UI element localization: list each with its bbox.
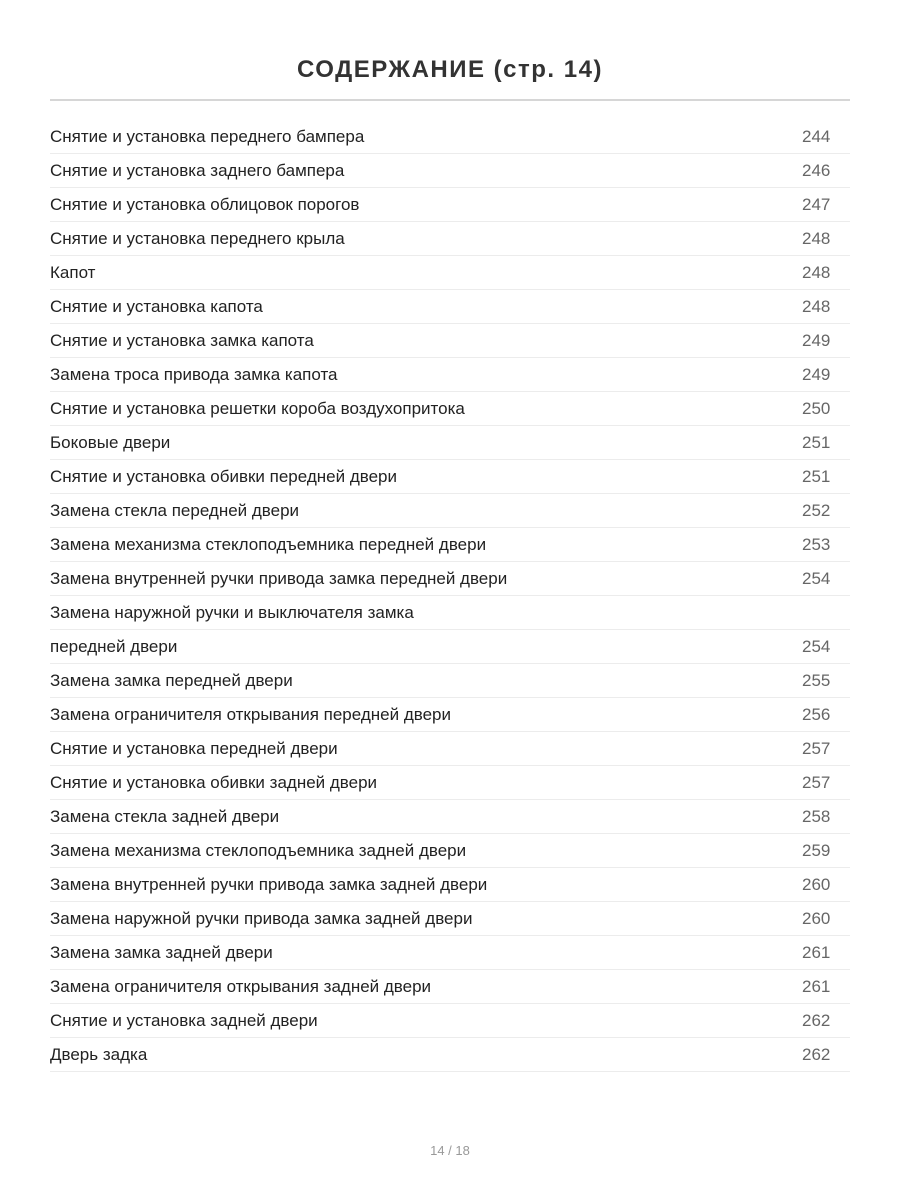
toc-entry-title: Боковые двери (50, 433, 171, 452)
toc-entry[interactable] (50, 766, 850, 800)
toc-entry-title: Замена троса привода замка капота (50, 365, 338, 384)
toc-entry-page-number: 249 (802, 331, 831, 350)
toc-entry-page-number: 257 (802, 773, 831, 792)
toc-entry-page-number: 251 (802, 467, 831, 486)
toc-entry-title: Снятие и установка переднего бампера (50, 127, 365, 146)
toc-entry-page-number: 257 (802, 739, 831, 758)
toc-entry-page-number: 259 (802, 841, 831, 860)
toc-entry-page-number: 258 (802, 807, 831, 826)
toc-entry-page-number: 246 (802, 161, 831, 180)
toc-entry[interactable] (50, 358, 850, 392)
title-divider (50, 99, 850, 101)
toc-entry-title: Замена ограничителя открывания задней двери (50, 977, 432, 996)
toc-entry-page-number: 262 (802, 1045, 831, 1064)
toc-entry-title: Замена механизма стеклоподъемника задней двери (50, 841, 467, 860)
toc-entry-title: Снятие и установка задней двери (50, 1011, 318, 1030)
toc-entry[interactable] (50, 120, 850, 154)
toc-entry[interactable] (50, 800, 850, 834)
toc-entry-title: Капот (50, 263, 96, 282)
toc-entry-title: Замена внутренней ручки привода замка задней двери (50, 875, 488, 894)
toc-entry[interactable] (50, 868, 850, 902)
toc-entry-page-number: 248 (802, 297, 831, 316)
toc-entry[interactable] (50, 698, 850, 732)
toc-entry[interactable] (50, 188, 850, 222)
toc-entry-title: Снятие и установка переднего крыла (50, 229, 345, 248)
toc-entry-page-number: 254 (802, 637, 831, 656)
toc-entry[interactable] (50, 834, 850, 868)
toc-entry[interactable] (50, 154, 850, 188)
toc-entry-title: Замена замка передней двери (50, 671, 293, 690)
toc-entry-title: Снятие и установка капота (50, 297, 263, 316)
toc-entry[interactable] (50, 324, 850, 358)
toc-entry-page-number: 251 (802, 433, 831, 452)
toc-entry-title: Замена стекла задней двери (50, 807, 280, 826)
toc-entry[interactable] (50, 290, 850, 324)
toc-entry[interactable] (50, 936, 850, 970)
toc-entry-page-number: 244 (802, 127, 831, 146)
toc-entry-page-number: 249 (802, 365, 831, 384)
toc-entry-title: Снятие и установка обивки передней двери (50, 467, 397, 486)
toc-entry-page-number: 261 (802, 977, 831, 996)
toc-entry-title: Замена наружной ручки привода замка задней двери (50, 909, 473, 928)
toc-entry-page-number: 254 (802, 569, 831, 588)
toc-entry-title: передней двери (50, 637, 178, 656)
toc-entry-page-number: 252 (802, 501, 831, 520)
page-title: СОДЕРЖАНИЕ (стр. 14) (297, 56, 603, 84)
toc-entry[interactable] (50, 596, 850, 630)
toc-entry[interactable] (50, 222, 850, 256)
toc-entry-page-number: 250 (802, 399, 831, 418)
toc-entry-page-number: 262 (802, 1011, 831, 1030)
toc-entry[interactable] (50, 528, 850, 562)
toc-entry[interactable] (50, 1038, 850, 1072)
toc-entry-page-number: 248 (802, 263, 831, 282)
table-of-contents (50, 120, 850, 1072)
toc-entry[interactable] (50, 460, 850, 494)
toc-entry-title: Замена механизма стеклоподъемника передней двери (50, 535, 487, 554)
toc-entry-title: Снятие и установка замка капота (50, 331, 314, 350)
toc-entry-title: Замена замка задней двери (50, 943, 273, 962)
toc-entry[interactable] (50, 630, 850, 664)
toc-entry-page-number: 248 (802, 229, 831, 248)
toc-entry-title: Замена стекла передней двери (50, 501, 300, 520)
toc-entry-title: Снятие и установка обивки задней двери (50, 773, 378, 792)
toc-entry-page-number: 260 (802, 909, 831, 928)
toc-entry-page-number: 261 (802, 943, 831, 962)
toc-entry[interactable] (50, 494, 850, 528)
toc-entry-title: Замена ограничителя открывания передней двери (50, 705, 451, 724)
toc-entry-title: Снятие и установка передней двери (50, 739, 338, 758)
toc-entry[interactable] (50, 426, 850, 460)
toc-entry[interactable] (50, 902, 850, 936)
toc-entry-title: Замена наружной ручки и выключателя замка (50, 603, 414, 622)
toc-entry-title: Замена внутренней ручки привода замка передней двери (50, 569, 508, 588)
toc-entry[interactable] (50, 664, 850, 698)
toc-entry-page-number: 253 (802, 535, 831, 554)
toc-entry-title: Снятие и установка заднего бампера (50, 161, 345, 180)
page-counter: 14 / 18 (430, 1143, 470, 1158)
toc-entry[interactable] (50, 256, 850, 290)
toc-entry[interactable] (50, 1004, 850, 1038)
toc-entry[interactable] (50, 392, 850, 426)
toc-entry[interactable] (50, 732, 850, 766)
toc-entry-page-number: 247 (802, 195, 831, 214)
toc-entry-title: Снятие и установка облицовок порогов (50, 195, 360, 214)
toc-entry-page-number: 260 (802, 875, 831, 894)
toc-entry-title: Снятие и установка решетки короба воздухопритока (50, 399, 465, 418)
toc-entry-page-number: 255 (802, 671, 831, 690)
toc-entry[interactable] (50, 970, 850, 1004)
toc-entry-page-number: 256 (802, 705, 831, 724)
toc-entry[interactable] (50, 562, 850, 596)
toc-entry-title: Дверь задка (50, 1045, 148, 1064)
